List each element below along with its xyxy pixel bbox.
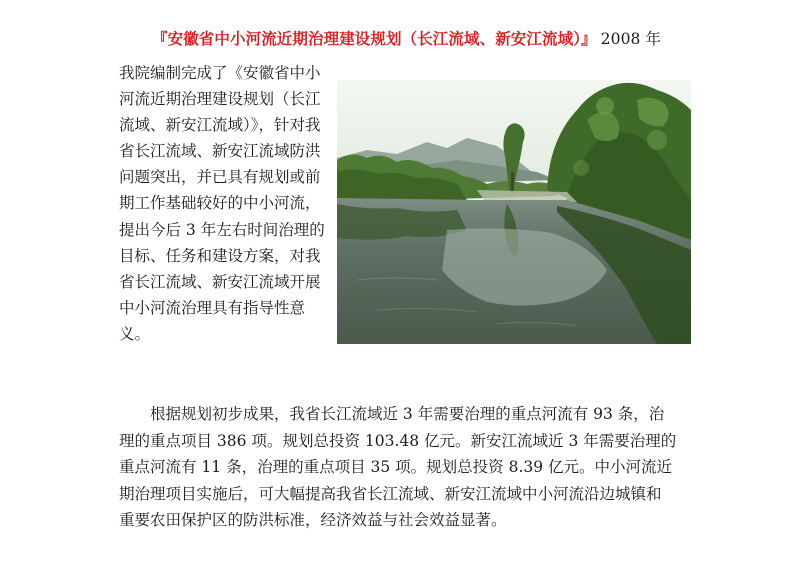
- text-line: 目标、任务和建设方案，对我: [119, 246, 321, 265]
- intro-paragraph: [119, 60, 333, 347]
- text-line: 期工作基础较好的中小河流，: [119, 194, 321, 213]
- text-line: 义。: [119, 324, 151, 343]
- text-line: 根据规划初步成果，我省长江流域近 3 年需要治理的重点河流有 93 条，治: [150, 405, 665, 423]
- text-line: 省长江流域、新安江流域防洪: [119, 142, 321, 161]
- text-line: 重要农田保护区的防洪标准，经济效益与社会效益显著。: [119, 511, 507, 530]
- text-line: 提出今后 3 年左右时间治理的: [119, 220, 325, 239]
- river-photo-illustration: [337, 80, 691, 344]
- text-line: 河流近期治理建设规划（长江: [119, 90, 321, 109]
- report-title: 『安徽省中小河流近期治理建设规划（长江流域、新安江流域）』: [152, 29, 597, 48]
- report-year: 2008 年: [600, 30, 662, 48]
- text-line: 重点河流有 11 条，治理的重点项目 35 项。规划总投资 8.39 亿元。中小河流近: [119, 458, 673, 477]
- text-line: 中小河流治理具有指导性意: [119, 298, 306, 317]
- text-line: 省长江流域、新安江流域开展: [119, 272, 321, 291]
- document-heading: [152, 27, 692, 51]
- river-landscape-photo: [337, 80, 691, 344]
- text-line: 流域、新安江流域）》，针对我: [119, 116, 321, 135]
- text-line: 问题突出，并已具有规划或前: [119, 168, 321, 187]
- text-line: 我院编制完成了《安徽省中小: [119, 64, 321, 82]
- results-paragraph: [119, 401, 679, 534]
- text-line: 理的重点项目 386 项。规划总投资 103.48 亿元。新安江流域近 3 年需要治理的: [119, 431, 677, 450]
- text-line: 期治理项目实施后，可大幅提高我省长江流域、新安江流域中小河流沿边城镇和: [119, 484, 662, 503]
